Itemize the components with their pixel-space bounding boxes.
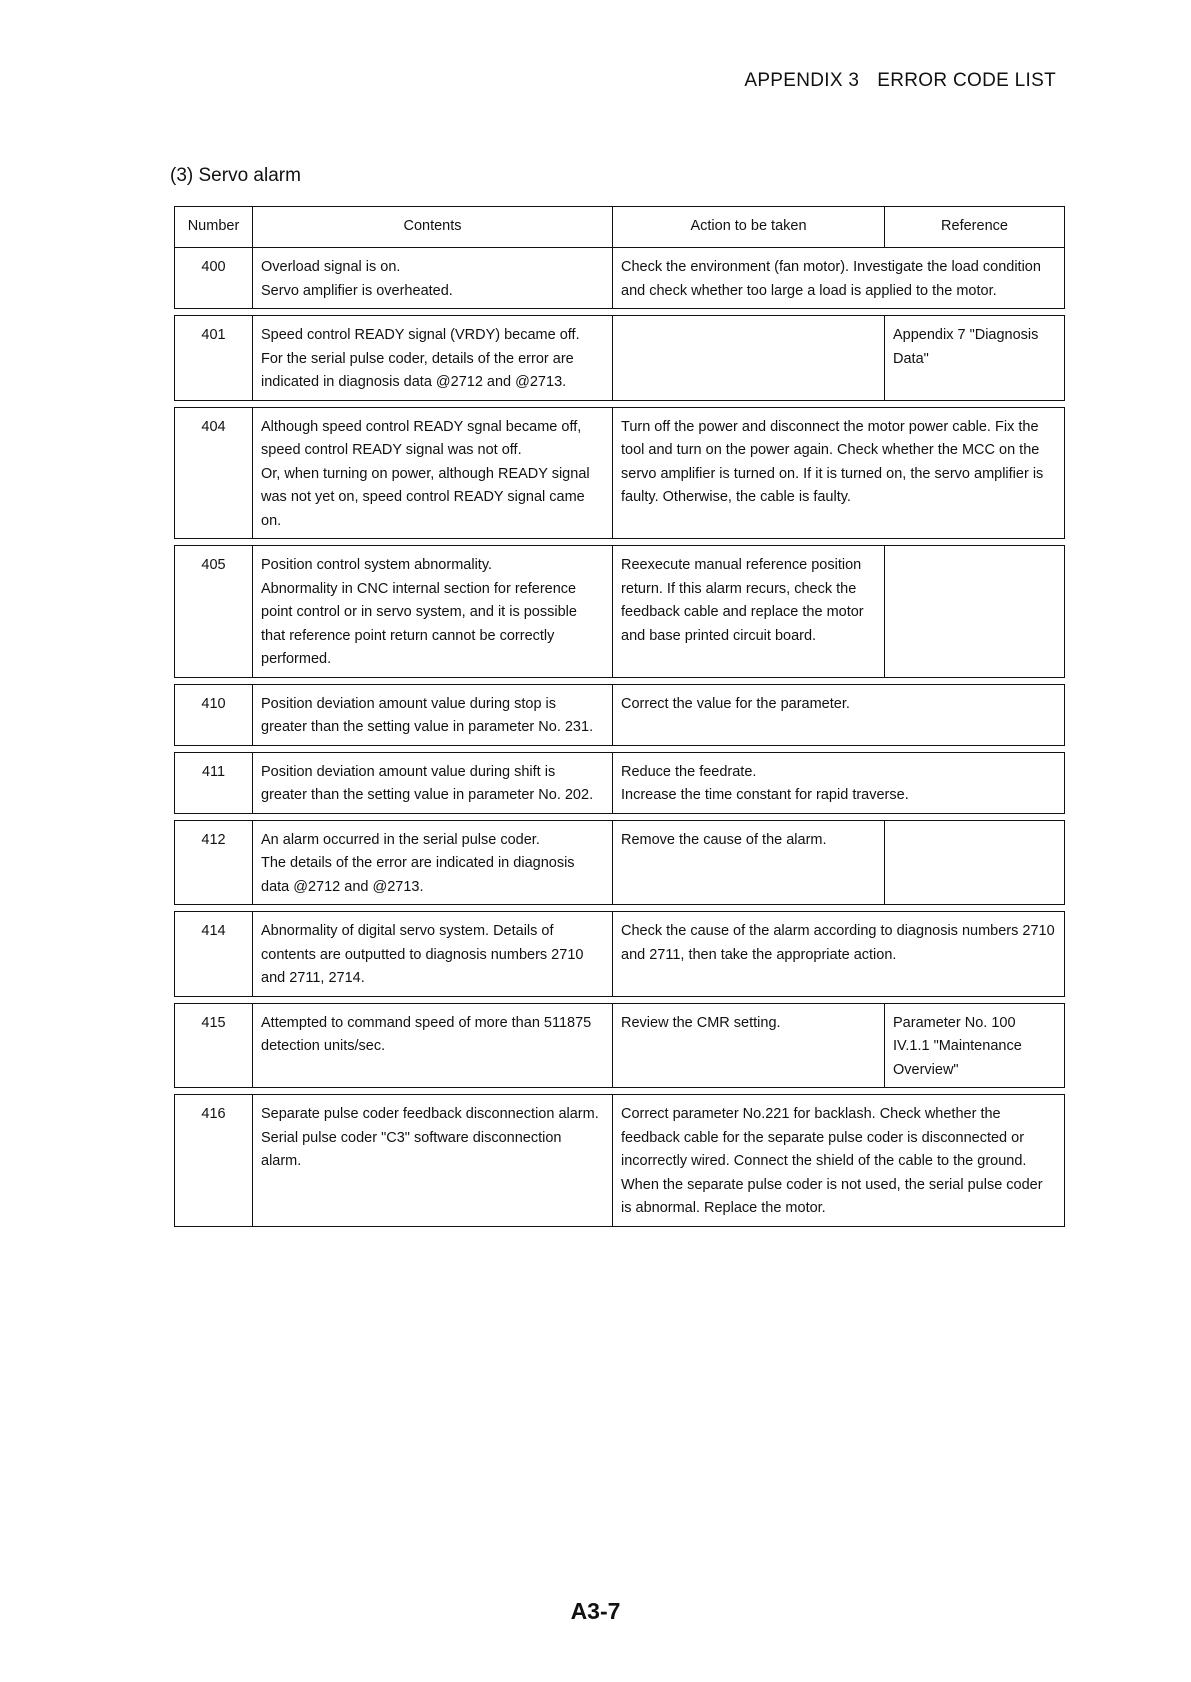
row-spacer-cell [175, 677, 1065, 684]
row-spacer-cell [175, 905, 1065, 912]
alarm-contents-line: Overload signal is on. [261, 259, 401, 275]
table-row [175, 912, 1065, 997]
alarm-reference-line: Appendix 7 "Diagnosis Data" [893, 327, 1039, 367]
table-row [175, 684, 1065, 745]
alarm-action [613, 316, 885, 401]
row-spacer-cell [175, 813, 1065, 820]
column-header-action: Action to be taken [613, 207, 885, 248]
alarm-number: 415 [175, 1003, 253, 1088]
alarm-number: 401 [175, 316, 253, 401]
alarm-number: 414 [175, 912, 253, 997]
alarm-contents-line: Servo amplifier is overheated. [261, 282, 453, 299]
alarm-contents [253, 316, 613, 401]
alarm-action [613, 546, 885, 678]
alarm-reference-line: Parameter No. 100 [893, 1014, 1016, 1031]
alarm-contents [253, 546, 613, 678]
row-spacer [175, 400, 1065, 407]
alarm-reference-line: IV.1.1 "Maintenance Overview" [893, 1038, 1022, 1078]
alarm-contents-line: For the serial pulse coder, details of the error are indicated in diagnosis data @2712 and @2713. [261, 350, 574, 390]
alarm-action-line: Remove the cause of the alarm. [621, 831, 827, 848]
alarm-action-line: Check the environment (fan motor). Investigate the load condition and check whether too large a load is applied to the motor. [621, 259, 1041, 299]
alarm-contents-line: Although speed control READY sgnal became off, speed control READY signal was not off. [261, 418, 582, 458]
row-spacer [175, 677, 1065, 684]
alarm-contents [253, 407, 613, 539]
row-spacer [175, 813, 1065, 820]
row-spacer-cell [175, 745, 1065, 752]
table-row [175, 546, 1065, 678]
alarm-number: 411 [175, 752, 253, 813]
table-row [175, 1095, 1065, 1227]
table-body [175, 248, 1065, 1227]
alarm-number: 412 [175, 820, 253, 905]
alarm-action-line: Reduce the feedrate. [621, 763, 757, 780]
alarm-action-line: Reexecute manual reference position return. If this alarm recurs, check the feedback cable and replace the motor and base printed circuit board. [621, 557, 864, 644]
section-title: (3) Servo alarm [170, 165, 301, 186]
table-row [175, 752, 1065, 813]
row-spacer [175, 309, 1065, 316]
page-number: A3-7 [570, 1598, 621, 1624]
alarm-reference [885, 316, 1065, 401]
table-header-row [175, 207, 1065, 248]
alarm-action [613, 752, 1065, 813]
row-spacer-cell [175, 539, 1065, 546]
alarm-contents [253, 684, 613, 745]
servo-alarm-table [174, 206, 1065, 1227]
row-spacer [175, 1088, 1065, 1095]
alarm-action-line: Increase the time constant for rapid traverse. [621, 787, 909, 803]
alarm-number: 416 [175, 1095, 253, 1227]
alarm-number: 410 [175, 684, 253, 745]
alarm-action-line: Turn off the power and disconnect the motor power cable. Fix the tool and turn on the power again. Check whether the MCC on the servo amplifier is turned on. If it is turned on, the servo amplifier is faulty. Otherwise, the cable is faulty. [621, 418, 1044, 505]
row-spacer-cell [175, 996, 1065, 1003]
alarm-reference [885, 546, 1065, 678]
alarm-action-line: Correct the value for the parameter. [621, 695, 850, 712]
alarm-number: 405 [175, 546, 253, 678]
column-header-number: Number [175, 207, 253, 248]
alarm-action [613, 1095, 1065, 1227]
alarm-contents-line: An alarm occurred in the serial pulse coder. [261, 831, 540, 848]
alarm-contents [253, 820, 613, 905]
alarm-contents-line: Abnormality of digital servo system. Details of contents are outputted to diagnosis numbers 2710 and 2711, 2714. [261, 923, 584, 986]
alarm-contents-line: Attempted to command speed of more than 511875 detection units/sec. [261, 1014, 592, 1054]
alarm-action-line: When the separate pulse coder is not used, the serial pulse coder is abnormal. Replace the motor. [621, 1176, 1043, 1216]
alarm-action-line: Review the CMR setting. [621, 1014, 781, 1031]
row-spacer [175, 745, 1065, 752]
alarm-reference [885, 1003, 1065, 1088]
alarm-contents-line: Position control system abnormality. [261, 557, 493, 573]
alarm-contents [253, 248, 613, 309]
table-row [175, 1003, 1065, 1088]
alarm-contents [253, 1003, 613, 1088]
table-row [175, 407, 1065, 539]
alarm-contents [253, 912, 613, 997]
alarm-contents-line: Position deviation amount value during shift is greater than the setting value in parameter No. 202. [261, 763, 594, 803]
row-spacer [175, 539, 1065, 546]
alarm-action [613, 1003, 885, 1088]
table-row [175, 820, 1065, 905]
alarm-contents-line: Or, when turning on power, although READY signal was not yet on, speed control READY signal came on. [261, 465, 590, 529]
appendix-label: APPENDIX 3 [744, 70, 860, 91]
alarm-contents-line: Abnormality in CNC internal section for reference point control or in servo system, and it is possible that reference point return cannot be correctly performed. [261, 580, 577, 667]
alarm-contents [253, 1095, 613, 1227]
alarm-action-line: Check the cause of the alarm according to diagnosis numbers 2710 and 2711, then take the appropriate action. [621, 923, 1055, 963]
column-header-contents: Contents [253, 207, 613, 248]
alarm-contents-line: Speed control READY signal (VRDY) became off. [261, 327, 580, 343]
alarm-contents [253, 752, 613, 813]
alarm-action [613, 248, 1065, 309]
alarm-contents-line: Separate pulse coder feedback disconnection alarm. [261, 1106, 599, 1122]
header-title: ERROR CODE LIST [877, 70, 1056, 91]
column-header-reference: Reference [885, 207, 1065, 248]
row-spacer-cell [175, 309, 1065, 316]
row-spacer-cell [175, 1088, 1065, 1095]
alarm-number: 400 [175, 248, 253, 309]
alarm-action [613, 820, 885, 905]
alarm-action [613, 407, 1065, 539]
page-header [744, 70, 1056, 92]
alarm-action [613, 684, 1065, 745]
row-spacer [175, 996, 1065, 1003]
alarm-contents-line: Serial pulse coder "C3" software disconnection alarm. [261, 1129, 562, 1169]
table-row [175, 316, 1065, 401]
row-spacer-cell [175, 400, 1065, 407]
alarm-contents-line: The details of the error are indicated in diagnosis data @2712 and @2713. [261, 855, 575, 895]
alarm-reference [885, 820, 1065, 905]
alarm-action-line: Correct parameter No.221 for backlash. Check whether the feedback cable for the separate pulse coder is disconnected or incorrectly wired. Connect the shield of the cable to the ground. [621, 1106, 1027, 1169]
row-spacer [175, 905, 1065, 912]
table-row [175, 248, 1065, 309]
alarm-number: 404 [175, 407, 253, 539]
alarm-action [613, 912, 1065, 997]
alarm-contents-line: Position deviation amount value during stop is greater than the setting value in parameter No. 231. [261, 695, 594, 735]
